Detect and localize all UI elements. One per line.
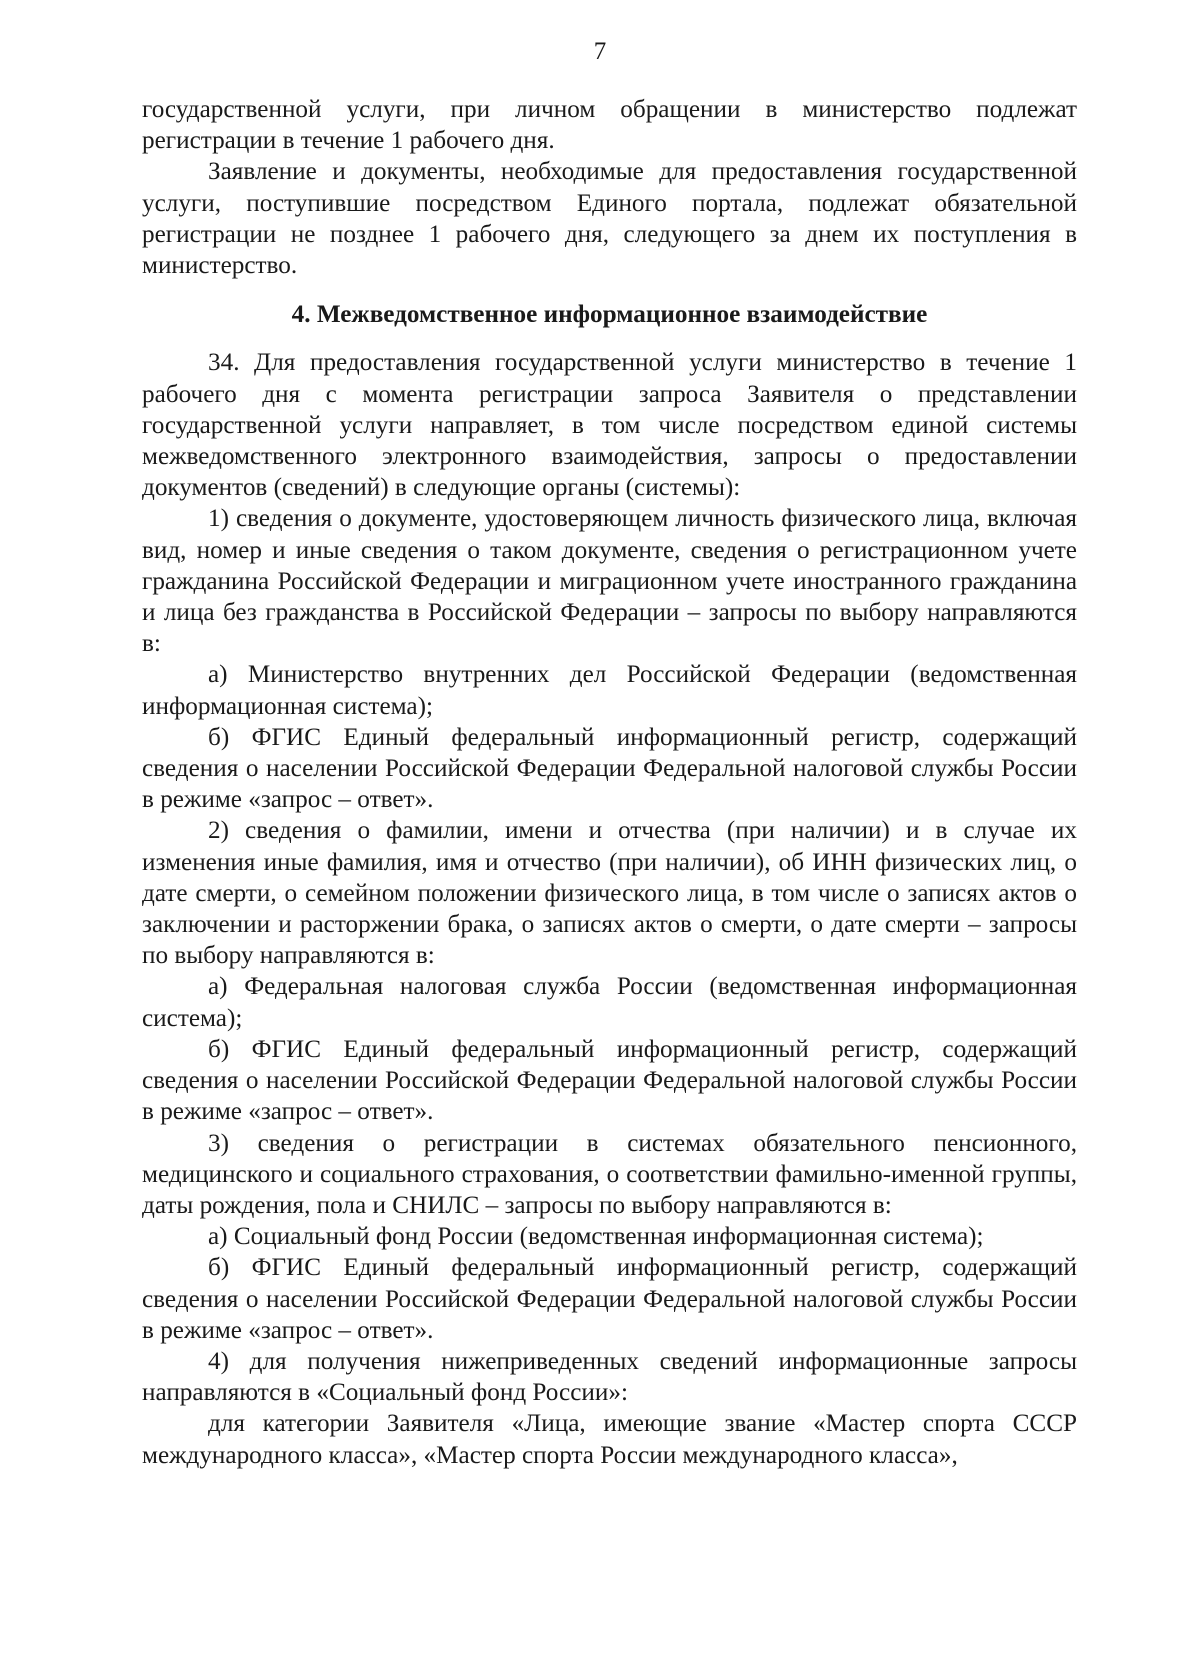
page-number: 7 (593, 38, 607, 65)
intro-continuation: государственной услуги, при личном обращении в министерство подлежат регистрации в течение 1 рабочего дня. (142, 96, 1077, 155)
document-body (142, 94, 1077, 1471)
paragraph-34: 34. Для предоставления государственной услуги министерство в течение 1 рабочего дня с момента регистрации запроса Заявителя о представлении государственной услуги направляет, в том числе посредством единой системы межведомственного электронного взаимодействия, запросы о предоставлении документов (сведений) в следующие органы (системы): (142, 349, 1077, 502)
item-3: 3) сведения о регистрации в системах обязательного пенсионного, медицинского и социального страхования, о соответствии фамильно-именной группы, даты рождения, пола и СНИЛС – запросы по выбору направляются в: (142, 1129, 1077, 1219)
item-1-a: а) Министерство внутренних дел Российской Федерации (ведомственная информационная система); (142, 661, 1077, 720)
section-heading: 4. Межведомственное информационное взаимодействие (291, 301, 928, 329)
item-2: 2) сведения о фамилии, имени и отчества (при наличии) и в случае их изменения иные фамилия, имя и отчество (при наличии), об ИНН физических лиц, о дате смерти, о семейном положении физического лица, в том числе о записях актов о заключении и расторжении брака, о записях актов о смерти, о дате смерти – запросы по выбору направляются в: (142, 817, 1077, 970)
item-3-a: а) Социальный фонд России (ведомственная информационная система); (208, 1223, 984, 1251)
item-3-b: б) ФГИС Единый федеральный информационный регистр, содержащий сведения о населении Российской Федерации Федеральной налоговой службы России в режиме «запрос – ответ». (142, 1254, 1077, 1344)
item-1: 1) сведения о документе, удостоверяющем личность физического лица, включая вид, номер и иные сведения о таком документе, сведения о регистрационном учете гражданина Российской Федерации и миграционном учете иностранного гражданина и лица без гражданства в Российской Федерации – запросы по выбору направляются в: (142, 505, 1077, 658)
item-2-a: а) Федеральная налоговая служба России (ведомственная информационная система); (142, 973, 1077, 1032)
item-4-category: для категории Заявителя «Лица, имеющие звание «Мастер спорта СССР международного класса», «Мастер спорта России международного класса», (142, 1410, 1077, 1469)
intro-paragraph: Заявление и документы, необходимые для предоставления государственной услуги, поступившие посредством Единого портала, подлежат обязательной регистрации не позднее 1 рабочего дня, следующего за днем их поступления в министерство. (142, 158, 1077, 280)
item-2-b: б) ФГИС Единый федеральный информационный регистр, содержащий сведения о населении Российской Федерации Федеральной налоговой службы России в режиме «запрос – ответ». (142, 1035, 1077, 1126)
item-1-b: б) ФГИС Единый федеральный информационный регистр, содержащий сведения о населении Российской Федерации Федеральной налоговой службы России в режиме «запрос – ответ». (142, 723, 1077, 814)
item-4: 4) для получения нижеприведенных сведений информационные запросы направляются в «Социальный фонд России»: (142, 1347, 1077, 1407)
